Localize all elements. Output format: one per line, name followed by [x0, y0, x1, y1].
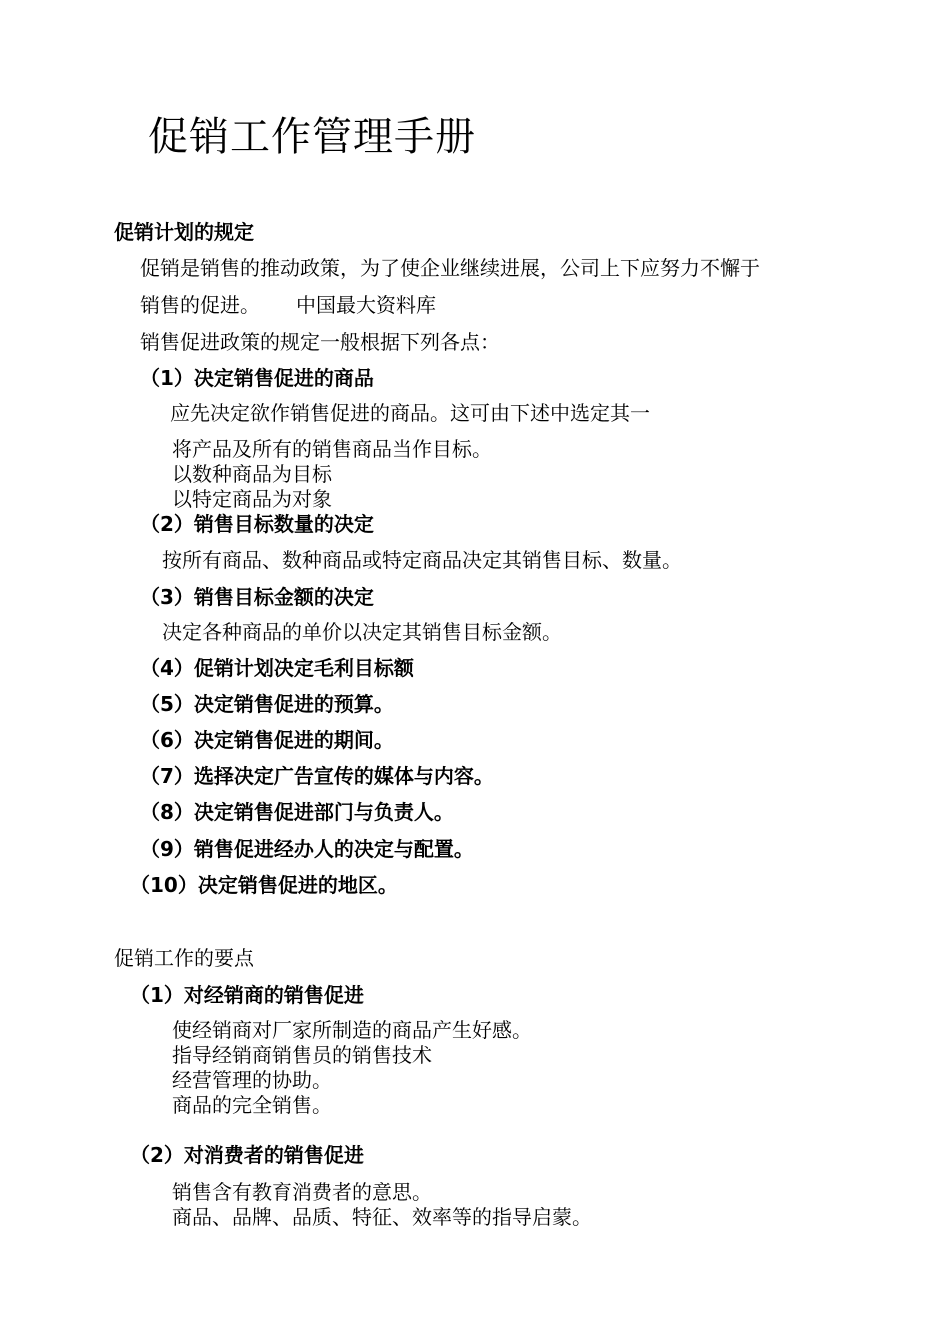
s2-item1-line: 经营管理的协助。: [172, 1068, 332, 1092]
s1-item1-label: （1）决定销售促进的商品: [140, 366, 374, 390]
section1-intro-line2: 销售的促进。: [140, 293, 260, 317]
s2-item1-line: 商品的完全销售。: [172, 1093, 332, 1117]
section1-intro-line3: 销售促进政策的规定一般根据下列各点：: [140, 330, 500, 354]
s1-item2-label: （2）销售目标数量的决定: [140, 512, 374, 536]
s1-item3-text: 决定各种商品的单价以决定其销售目标金额。: [162, 620, 562, 644]
s1-item2-text: 按所有商品、数种商品或特定商品决定其销售目标、数量。: [162, 548, 682, 572]
s1-item7: （7）选择决定广告宣传的媒体与内容。: [140, 764, 494, 788]
s1-item4: （4）促销计划决定毛利目标额: [140, 656, 414, 680]
s1-item3-label: （3）销售目标金额的决定: [140, 585, 374, 609]
s1-item6: （6）决定销售促进的期间。: [140, 728, 394, 752]
s1-item1-line: 应先决定欲作销售促进的商品。这可由下述中选定其一: [170, 401, 650, 425]
s2-item1-line: 指导经销商销售员的销售技术: [172, 1043, 432, 1067]
document-title: 促销工作管理手册: [148, 114, 476, 160]
watermark-text: 中国最大资料库: [296, 293, 436, 317]
section1-heading: 促销计划的规定: [114, 220, 254, 244]
s2-item2-label: （2）对消费者的销售促进: [130, 1143, 364, 1167]
section1-intro-line1: 促销是销售的推动政策，为了使企业继续进展，公司上下应努力不懈于: [140, 256, 760, 280]
s2-item1-label: （1）对经销商的销售促进: [130, 983, 364, 1007]
s2-item1-line: 使经销商对厂家所制造的商品产生好感。: [172, 1018, 532, 1042]
s1-item8: （8）决定销售促进部门与负责人。: [140, 800, 454, 824]
s1-item1-line: 将产品及所有的销售商品当作目标。: [172, 437, 492, 461]
s2-item2-line: 销售含有教育消费者的意思。: [172, 1180, 432, 1204]
s1-item1-line: 以数种商品为目标: [172, 462, 332, 486]
section2-heading: 促销工作的要点: [114, 946, 254, 970]
s1-item1-line: 以特定商品为对象: [172, 487, 332, 511]
s2-item2-line: 商品、品牌、品质、特征、效率等的指导启蒙。: [172, 1205, 592, 1229]
s1-item5: （5）决定销售促进的预算。: [140, 692, 394, 716]
s1-item9: （9）销售促进经办人的决定与配置。: [140, 837, 474, 861]
s1-item10: （10）决定销售促进的地区。: [130, 873, 398, 897]
